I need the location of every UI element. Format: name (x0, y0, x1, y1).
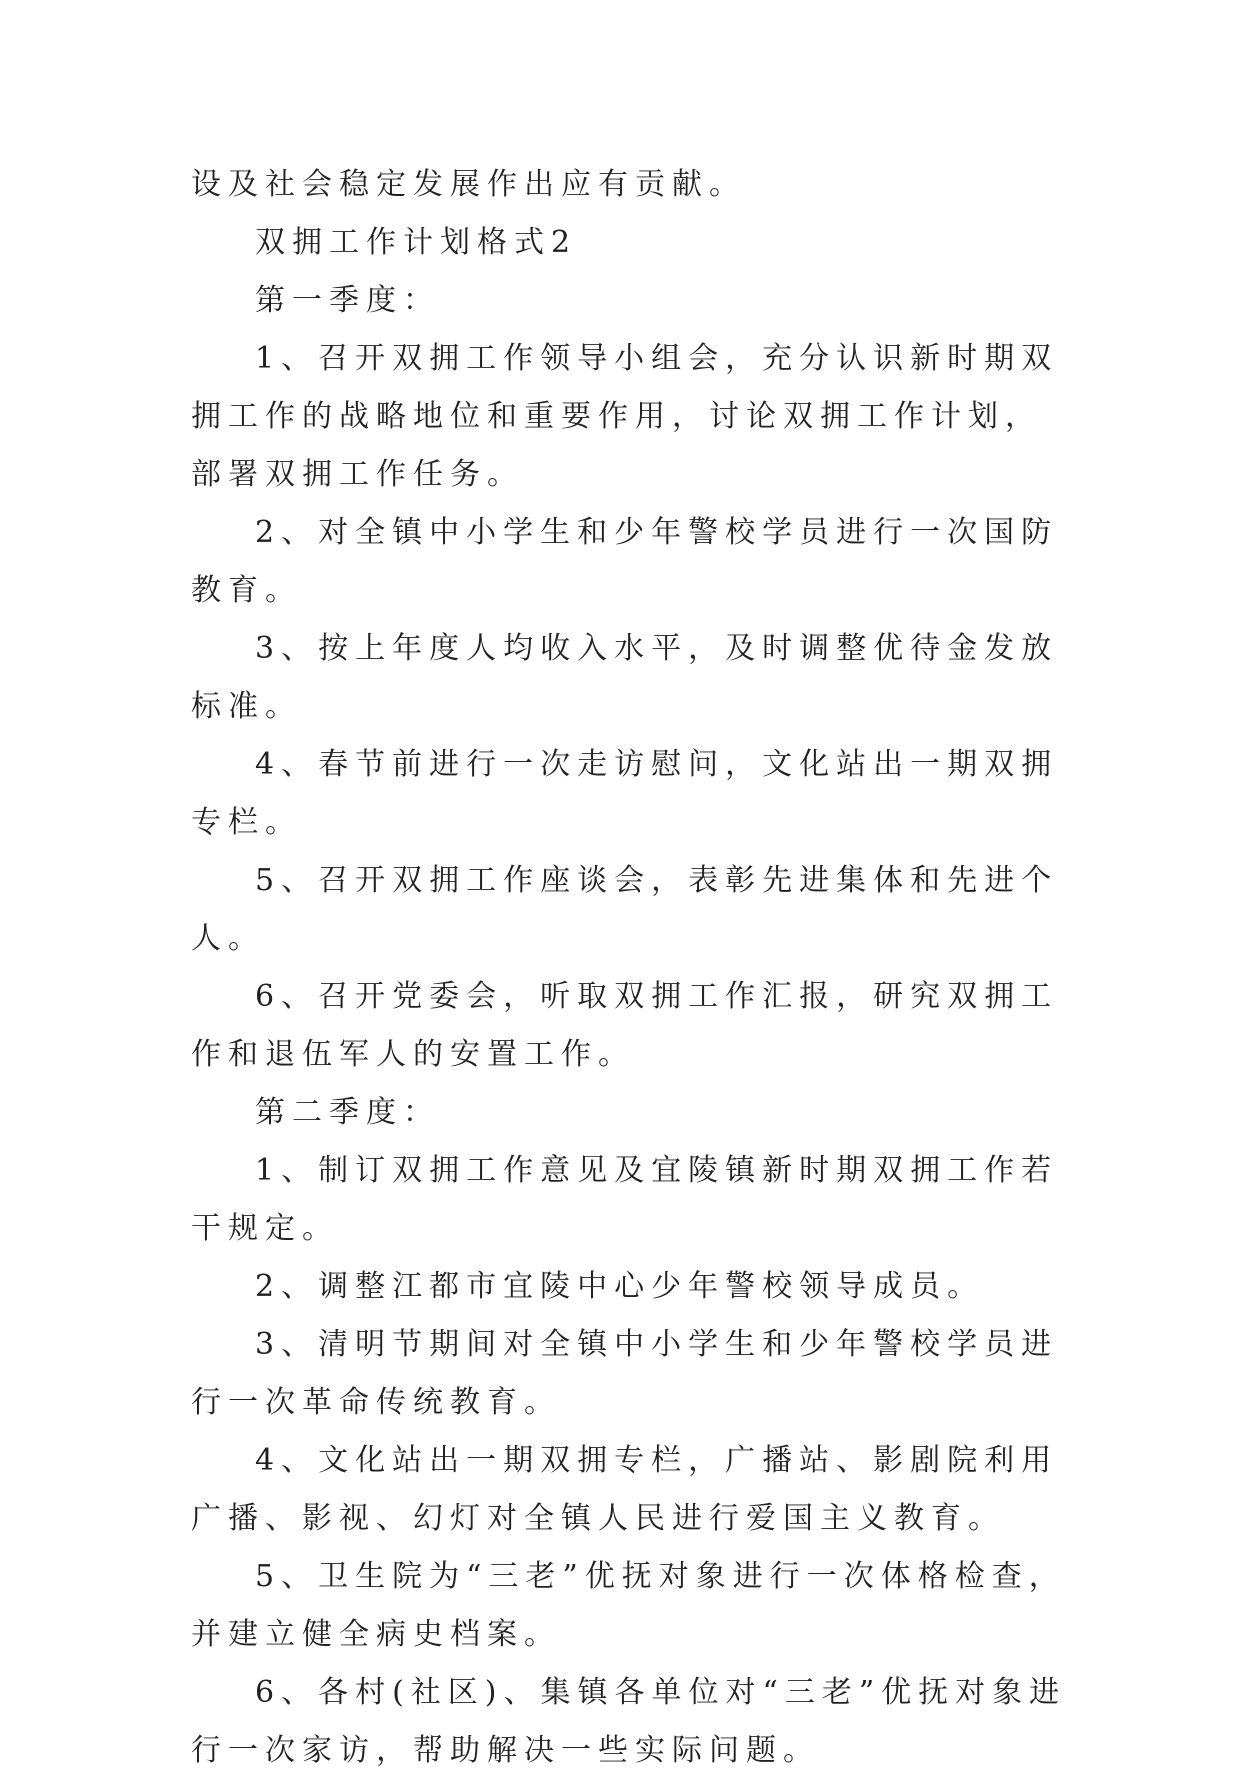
list-item: 5、召开双拥工作座谈会，表彰先进集体和先进个人。 (191, 863, 1059, 956)
list-item: 3、按上年度人均收入水平，及时调整优待金发放标准。 (191, 631, 1059, 724)
list-item: 4、文化站出一期双拥专栏，广播站、影剧院利用广播、影视、幻灯对全镇人民进行爱国主义教育。 (191, 1443, 1059, 1536)
list-item: 1、召开双拥工作领导小组会，充分认识新时期双拥工作的战略地位和重要作用，讨论双拥工作计划，部署双拥工作任务。 (191, 341, 1059, 492)
list-item: 4、春节前进行一次走访慰问，文化站出一期双拥专栏。 (191, 747, 1059, 840)
section-title: 双拥工作计划格式2 (255, 225, 578, 260)
list-item: 2、对全镇中小学生和少年警校学员进行一次国防教育。 (191, 515, 1059, 608)
list-item: 3、清明节期间对全镇中小学生和少年警校学员进行一次革命传统教育。 (191, 1327, 1059, 1420)
document-body (191, 156, 1071, 1780)
list-item: 1、制订双拥工作意见及宜陵镇新时期双拥工作若干规定。 (191, 1153, 1059, 1246)
quarter-heading-1: 第一季度： (255, 283, 440, 318)
list-item: 6、召开党委会，听取双拥工作汇报，研究双拥工作和退伍军人的安置工作。 (191, 979, 1059, 1072)
list-item: 5、卫生院为“三老”优抚对象进行一次体格检查，并建立健全病史档案。 (191, 1559, 1066, 1652)
list-item: 2、调整江都市宜陵中心少年警校领导成员。 (255, 1269, 985, 1304)
paragraph-continuation: 设及社会稳定发展作出应有贡献。 (191, 167, 746, 202)
list-item: 6、各村(社区)、集镇各单位对“三老”优抚对象进行一次家访，帮助解决一些实际问题。 (191, 1675, 1067, 1768)
quarter-heading-2: 第二季度： (255, 1095, 440, 1130)
